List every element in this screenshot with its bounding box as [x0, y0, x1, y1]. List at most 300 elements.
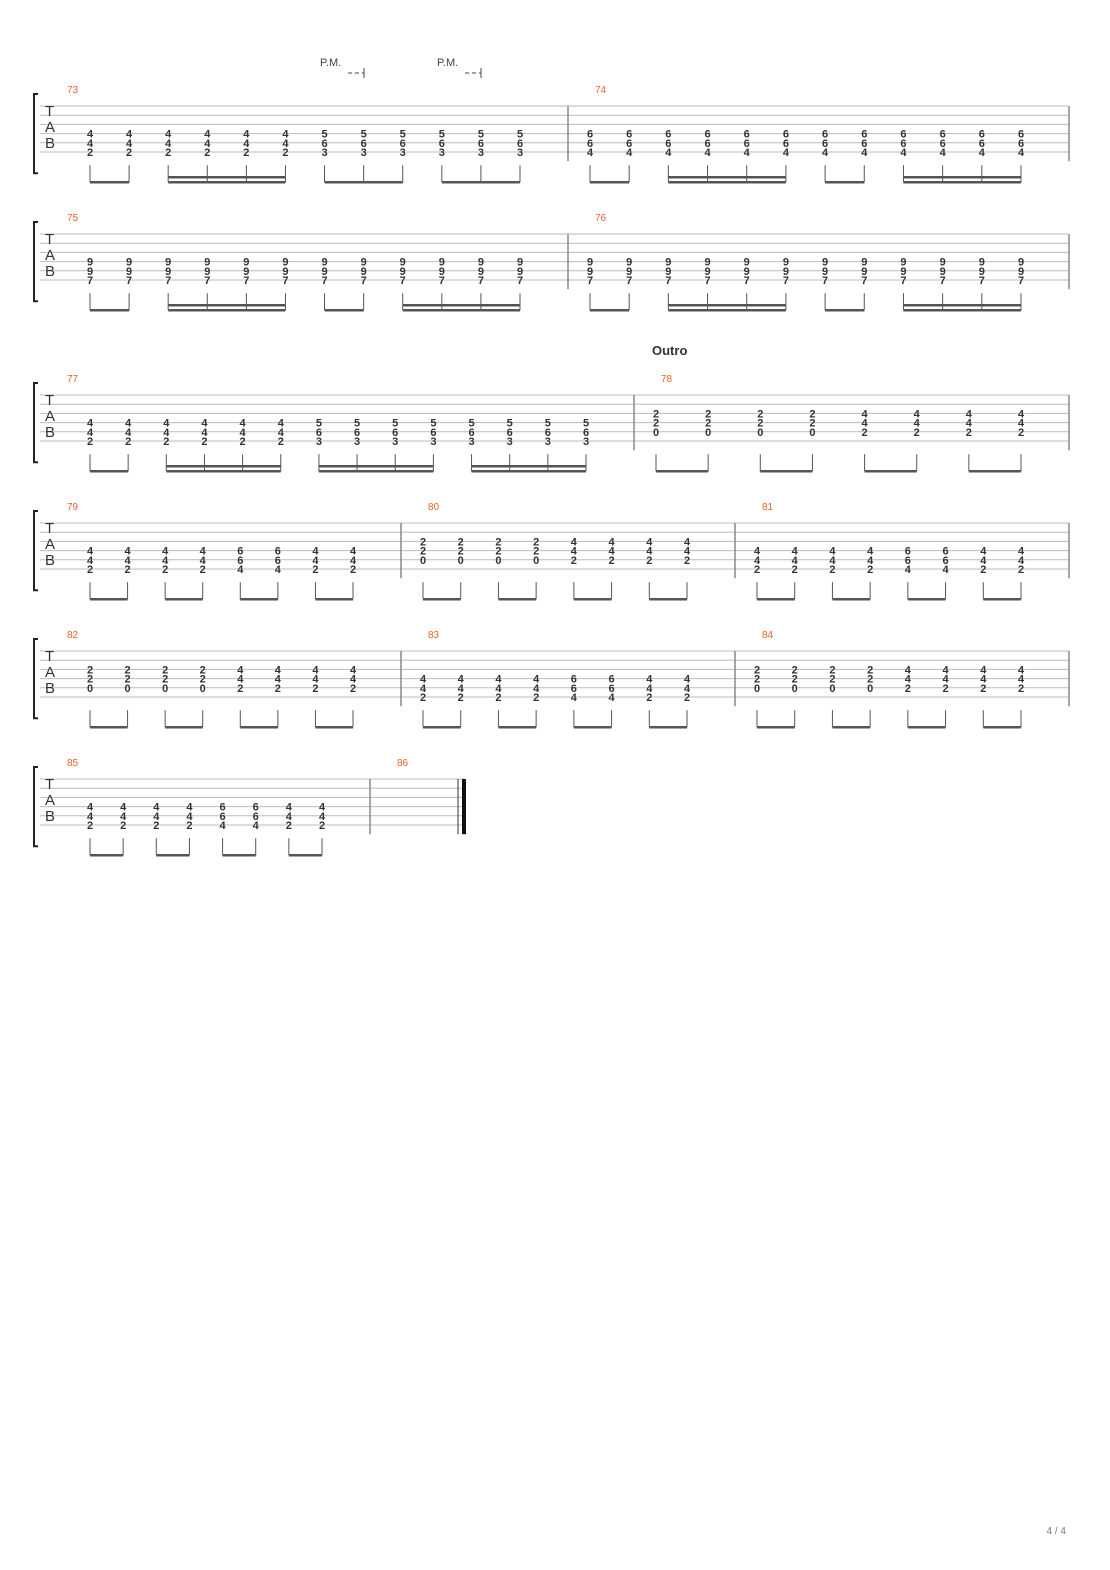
fret-number: 4 — [861, 147, 868, 159]
fret-number: 6 — [399, 137, 406, 150]
fret-number: 9 — [939, 256, 946, 269]
fret-number: 4 — [419, 673, 427, 686]
fret-number: 6 — [978, 137, 985, 150]
fret-number: 9 — [321, 256, 328, 269]
fret-number: 4 — [204, 128, 211, 141]
fret-number: 9 — [282, 256, 289, 269]
measure-number: 75 — [67, 213, 79, 224]
fret-number: 2 — [124, 664, 131, 677]
fret-number: 7 — [321, 275, 328, 287]
fret-number: 9 — [477, 265, 484, 278]
fret-number: 7 — [399, 275, 406, 287]
fret-number: 6 — [904, 545, 911, 558]
fret-number: 2 — [1017, 564, 1025, 576]
fret-number: 2 — [243, 147, 250, 159]
fret-number: 2 — [86, 673, 94, 686]
fret-number: 6 — [586, 128, 594, 141]
fret-number: 4 — [533, 673, 540, 686]
fret-number: 5 — [477, 128, 484, 141]
fret-number: 9 — [477, 256, 484, 269]
fret-number: 6 — [743, 137, 750, 150]
fret-number: 6 — [822, 137, 829, 150]
page-number: 4 / 4 — [1046, 1526, 1066, 1537]
fret-number: 4 — [124, 545, 131, 558]
fret-number: 4 — [243, 128, 250, 141]
fret-number: 4 — [285, 801, 292, 814]
fret-number: 7 — [126, 275, 133, 287]
palm-mute-label: P.M. — [320, 57, 342, 69]
fret-number: 9 — [165, 265, 172, 278]
fret-number: 2 — [829, 564, 836, 576]
fret-number: 2 — [419, 545, 427, 558]
system-bracket — [34, 511, 38, 590]
fret-number: 6 — [430, 426, 437, 439]
fret-number: 7 — [861, 275, 868, 287]
fret-number: 4 — [570, 545, 577, 558]
fret-number: 2 — [570, 554, 577, 567]
fret-number: 6 — [544, 426, 551, 439]
fret-number: 4 — [646, 536, 653, 549]
fret-number: 9 — [704, 265, 711, 278]
fret-number: 4 — [791, 545, 798, 558]
fret-number: 6 — [506, 426, 513, 439]
fret-number: 2 — [867, 673, 874, 686]
fret-number: 4 — [791, 554, 798, 567]
fret-number: 2 — [162, 664, 169, 677]
fret-number: 2 — [1017, 682, 1025, 695]
fret-number: 4 — [822, 147, 829, 159]
measure-number: 77 — [67, 374, 79, 385]
fret-number: 2 — [124, 564, 131, 576]
fret-number: 2 — [199, 564, 206, 576]
fret-number: 9 — [665, 256, 672, 269]
fret-number: 4 — [586, 147, 594, 159]
fret-number: 9 — [516, 265, 524, 278]
fret-number: 9 — [782, 265, 789, 278]
fret-number: 6 — [743, 128, 750, 141]
fret-number: 6 — [939, 128, 946, 141]
fret-number: 3 — [315, 436, 322, 448]
fret-number: 4 — [162, 545, 169, 558]
fret-number: 4 — [743, 147, 750, 159]
fret-number: 6 — [939, 137, 946, 150]
fret-number: 9 — [743, 256, 750, 269]
fret-number: 6 — [782, 128, 789, 141]
fret-number: 6 — [822, 128, 829, 141]
fret-number: 4 — [1017, 673, 1025, 686]
fret-number: 4 — [829, 545, 836, 558]
fret-number: 9 — [978, 265, 985, 278]
fret-number: 6 — [900, 137, 907, 150]
fret-number: 2 — [495, 536, 502, 549]
fret-number: 4 — [86, 417, 94, 430]
fret-number: 5 — [582, 417, 590, 430]
fret-number: 4 — [829, 554, 836, 567]
fret-number: 2 — [153, 820, 160, 832]
fret-number: 4 — [646, 682, 653, 695]
fret-number: 4 — [312, 554, 319, 567]
fret-number: 4 — [683, 536, 691, 549]
fret-number: 6 — [861, 128, 868, 141]
fret-number: 0 — [199, 682, 206, 695]
fret-number: 7 — [586, 275, 594, 287]
fret-number: 2 — [457, 545, 464, 558]
fret-number: 7 — [782, 275, 789, 287]
fret-number: 9 — [243, 256, 250, 269]
fret-number: 2 — [199, 673, 206, 686]
fret-number: 9 — [586, 265, 594, 278]
fret-number: 3 — [506, 436, 513, 448]
fret-number: 4 — [867, 554, 874, 567]
fret-number: 6 — [978, 128, 985, 141]
fret-number: 6 — [321, 137, 328, 150]
fret-number: 4 — [683, 682, 691, 695]
fret-number: 5 — [506, 417, 513, 430]
fret-number: 6 — [704, 137, 711, 150]
fret-number: 6 — [942, 545, 949, 558]
fret-number: 0 — [705, 426, 712, 439]
fret-number: 2 — [86, 664, 94, 677]
fret-number: 9 — [822, 256, 829, 269]
fret-number: 2 — [201, 436, 208, 448]
fret-number: 6 — [252, 801, 259, 814]
tab-clef-letter: A — [45, 119, 56, 136]
measure-number: 81 — [762, 502, 774, 513]
fret-number: 4 — [125, 426, 132, 439]
measure-number: 84 — [762, 630, 774, 641]
tab-clef-letter: T — [45, 776, 55, 793]
fret-number: 6 — [1017, 137, 1025, 150]
tab-clef-letter: T — [45, 231, 55, 248]
fret-number: 4 — [163, 417, 170, 430]
fret-number: 4 — [219, 820, 226, 832]
fret-number: 9 — [399, 265, 406, 278]
fret-number: 6 — [274, 554, 281, 567]
fret-number: 4 — [942, 564, 949, 576]
fret-number: 4 — [1017, 408, 1025, 421]
fret-number: 6 — [360, 137, 367, 150]
fret-number: 2 — [904, 682, 911, 695]
fret-number: 9 — [126, 265, 133, 278]
fret-number: 9 — [1017, 265, 1025, 278]
fret-number: 6 — [904, 554, 911, 567]
fret-number: 5 — [399, 128, 406, 141]
tab-clef-letter: A — [45, 792, 56, 809]
fret-number: 7 — [360, 275, 367, 287]
fret-number: 7 — [939, 275, 946, 287]
fret-number: 4 — [285, 810, 292, 823]
fret-number: 4 — [126, 128, 133, 141]
fret-number: 7 — [626, 275, 633, 287]
tab-clef-letter: T — [45, 520, 55, 537]
fret-number: 6 — [468, 426, 475, 439]
fret-number: 4 — [277, 426, 284, 439]
fret-number: 9 — [900, 265, 907, 278]
fret-number: 4 — [282, 128, 289, 141]
fret-number: 2 — [86, 436, 94, 448]
fret-number: 4 — [942, 664, 949, 677]
fret-number: 5 — [354, 417, 361, 430]
fret-number: 4 — [201, 417, 208, 430]
fret-number: 2 — [913, 426, 920, 439]
fret-number: 2 — [165, 147, 172, 159]
fret-number: 4 — [274, 664, 281, 677]
fret-number: 4 — [861, 417, 868, 430]
fret-number: 2 — [829, 673, 836, 686]
fret-number: 6 — [626, 137, 633, 150]
fret-number: 5 — [516, 128, 524, 141]
tab-clef-letter: A — [45, 247, 56, 264]
fret-number: 0 — [652, 426, 660, 439]
fret-number: 0 — [829, 682, 836, 695]
tab-clef-letter: T — [45, 392, 55, 409]
fret-number: 4 — [186, 810, 193, 823]
fret-number: 2 — [791, 664, 798, 677]
fret-number: 2 — [791, 564, 798, 576]
fret-number: 4 — [153, 810, 160, 823]
fret-number: 2 — [86, 147, 94, 159]
fret-number: 2 — [809, 408, 816, 421]
fret-number: 4 — [570, 692, 577, 704]
fret-number: 9 — [516, 256, 524, 269]
fret-number: 2 — [457, 692, 464, 704]
fret-number: 2 — [652, 408, 660, 421]
fret-number: 9 — [861, 256, 868, 269]
system-bracket — [34, 222, 38, 301]
fret-number: 2 — [318, 820, 326, 832]
fret-number: 6 — [608, 673, 615, 686]
fret-number: 4 — [1017, 147, 1025, 159]
fret-number: 6 — [608, 682, 615, 695]
fret-number: 2 — [646, 554, 653, 567]
fret-number: 4 — [312, 545, 319, 558]
fret-number: 4 — [125, 417, 132, 430]
fret-number: 2 — [942, 682, 949, 695]
fret-number: 4 — [243, 137, 250, 150]
fret-number: 9 — [665, 265, 672, 278]
fret-number: 5 — [430, 417, 437, 430]
fret-number: 9 — [1017, 256, 1025, 269]
fret-number: 7 — [704, 275, 711, 287]
fret-number: 2 — [867, 664, 874, 677]
fret-number: 5 — [360, 128, 367, 141]
fret-number: 6 — [665, 137, 672, 150]
fret-number: 4 — [86, 545, 94, 558]
fret-number: 2 — [608, 554, 615, 567]
fret-number: 2 — [980, 564, 987, 576]
fret-number: 4 — [980, 554, 987, 567]
fret-number: 0 — [495, 554, 502, 567]
fret-number: 9 — [243, 265, 250, 278]
fret-number: 9 — [743, 265, 750, 278]
fret-number: 4 — [904, 664, 911, 677]
fret-number: 4 — [608, 545, 615, 558]
fret-number: 2 — [237, 682, 244, 695]
fret-number: 4 — [867, 545, 874, 558]
fret-number: 2 — [162, 564, 169, 576]
fret-number: 4 — [237, 673, 244, 686]
fret-number: 4 — [204, 137, 211, 150]
fret-number: 7 — [282, 275, 289, 287]
measure-number: 78 — [661, 374, 673, 385]
measure-number: 83 — [428, 630, 440, 641]
fret-number: 7 — [243, 275, 250, 287]
fret-number: 4 — [533, 682, 540, 695]
fret-number: 4 — [495, 673, 502, 686]
fret-number: 9 — [782, 256, 789, 269]
fret-number: 4 — [665, 147, 672, 159]
fret-number: 5 — [315, 417, 322, 430]
fret-number: 6 — [782, 137, 789, 150]
fret-number: 6 — [1017, 128, 1025, 141]
fret-number: 6 — [219, 810, 226, 823]
fret-number: 9 — [399, 256, 406, 269]
fret-number: 4 — [199, 554, 206, 567]
fret-number: 3 — [468, 436, 475, 448]
fret-number: 3 — [582, 436, 590, 448]
fret-number: 4 — [646, 545, 653, 558]
fret-number: 4 — [683, 673, 691, 686]
fret-number: 4 — [646, 673, 653, 686]
fret-number: 6 — [516, 137, 524, 150]
fret-number: 2 — [419, 536, 427, 549]
fret-number: 0 — [162, 682, 169, 695]
fret-number: 4 — [980, 545, 987, 558]
fret-number: 4 — [274, 564, 281, 576]
fret-number: 2 — [162, 673, 169, 686]
fret-number: 4 — [965, 408, 972, 421]
fret-number: 4 — [312, 673, 319, 686]
fret-number: 4 — [349, 664, 357, 677]
fret-number: 6 — [665, 128, 672, 141]
fret-number: 6 — [274, 545, 281, 558]
fret-number: 4 — [162, 554, 169, 567]
fret-number: 4 — [626, 147, 633, 159]
tab-clef-letter: A — [45, 536, 56, 553]
fret-number: 4 — [782, 147, 789, 159]
fret-number: 4 — [608, 692, 615, 704]
fret-number: 3 — [544, 436, 551, 448]
fret-number: 9 — [939, 265, 946, 278]
fret-number: 5 — [321, 128, 328, 141]
tab-clef-letter: B — [45, 135, 56, 152]
palm-mute-label: P.M. — [437, 57, 459, 69]
fret-number: 2 — [705, 417, 712, 430]
fret-number: 2 — [652, 417, 660, 430]
fret-number: 4 — [861, 408, 868, 421]
system-bracket — [34, 94, 38, 173]
fret-number: 2 — [829, 664, 836, 677]
fret-number: 4 — [120, 801, 127, 814]
fret-number: 9 — [204, 265, 211, 278]
fret-number: 6 — [942, 554, 949, 567]
fret-number: 9 — [165, 256, 172, 269]
fret-number: 6 — [237, 545, 244, 558]
fret-number: 9 — [360, 265, 367, 278]
fret-number: 7 — [822, 275, 829, 287]
fret-number: 4 — [201, 426, 208, 439]
fret-number: 2 — [533, 692, 540, 704]
fret-number: 4 — [753, 545, 761, 558]
fret-number: 7 — [516, 275, 524, 287]
fret-number: 2 — [285, 820, 292, 832]
fret-number: 4 — [608, 536, 615, 549]
fret-number: 6 — [477, 137, 484, 150]
tab-clef-letter: T — [45, 648, 55, 665]
fret-number: 2 — [683, 554, 691, 567]
fret-number: 2 — [186, 820, 193, 832]
measure-number: 80 — [428, 502, 440, 513]
fret-number: 2 — [533, 545, 540, 558]
fret-number: 4 — [86, 801, 94, 814]
fret-number: 7 — [477, 275, 484, 287]
fret-number: 9 — [978, 256, 985, 269]
fret-number: 0 — [419, 554, 427, 567]
fret-number: 2 — [861, 426, 868, 439]
fret-number: 4 — [683, 545, 691, 558]
fret-number: 2 — [204, 147, 211, 159]
fret-number: 0 — [791, 682, 798, 695]
fret-number: 2 — [349, 564, 357, 576]
fret-number: 7 — [900, 275, 907, 287]
fret-number: 4 — [753, 554, 761, 567]
fret-number: 4 — [349, 554, 357, 567]
fret-number: 4 — [277, 417, 284, 430]
measure-number: 82 — [67, 630, 79, 641]
fret-number: 4 — [86, 128, 94, 141]
fret-number: 4 — [237, 564, 244, 576]
fret-number: 2 — [753, 664, 761, 677]
fret-number: 6 — [315, 426, 322, 439]
fret-number: 6 — [586, 137, 594, 150]
fret-number: 2 — [419, 692, 427, 704]
fret-number: 2 — [163, 436, 170, 448]
fret-number: 2 — [791, 673, 798, 686]
fret-number: 4 — [163, 426, 170, 439]
measure-number: 73 — [67, 85, 79, 96]
fret-number: 4 — [978, 147, 985, 159]
fret-number: 9 — [586, 256, 594, 269]
fret-number: 4 — [349, 545, 357, 558]
fret-number: 5 — [468, 417, 475, 430]
fret-number: 4 — [199, 545, 206, 558]
fret-number: 4 — [570, 536, 577, 549]
fret-number: 9 — [360, 256, 367, 269]
fret-number: 2 — [282, 147, 289, 159]
fret-number: 6 — [626, 128, 633, 141]
fret-number: 2 — [757, 417, 764, 430]
fret-number: 4 — [904, 673, 911, 686]
fret-number: 2 — [683, 692, 691, 704]
fret-number: 9 — [626, 256, 633, 269]
fret-number: 2 — [277, 436, 284, 448]
fret-number: 2 — [125, 436, 132, 448]
fret-number: 9 — [204, 256, 211, 269]
fret-number: 6 — [392, 426, 399, 439]
fret-number: 4 — [457, 673, 464, 686]
fret-number: 6 — [861, 137, 868, 150]
fret-number: 3 — [392, 436, 399, 448]
fret-number: 6 — [582, 426, 590, 439]
fret-number: 9 — [86, 265, 94, 278]
fret-number: 9 — [126, 256, 133, 269]
system-bracket — [34, 383, 38, 462]
tab-clef-letter: B — [45, 424, 56, 441]
fret-number: 2 — [646, 692, 653, 704]
fret-number: 2 — [86, 564, 94, 576]
tab-clef-letter: A — [45, 664, 56, 681]
fret-number: 0 — [124, 682, 131, 695]
